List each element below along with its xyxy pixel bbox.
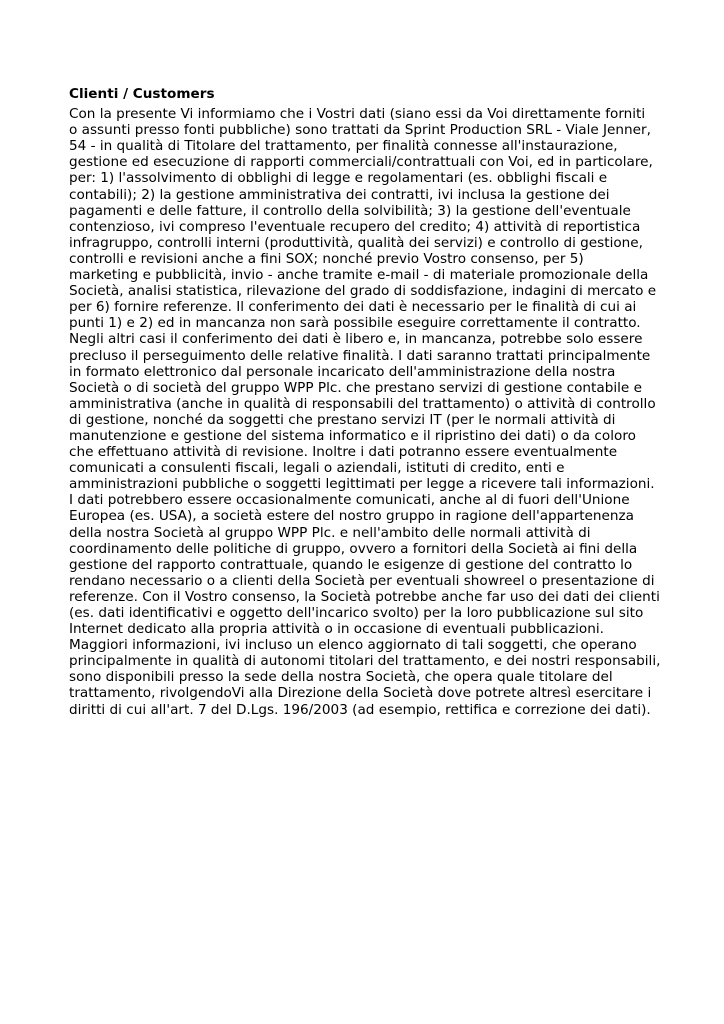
paragraph-line: comunicati a consulenti fiscali, legali o aziendali, istituti di credito, enti e xyxy=(69,460,565,477)
paragraph-line: Società o di società del gruppo WPP Plc. che prestano servizi di gestione contabile e xyxy=(69,379,642,396)
paragraph-line: Con la presente Vi informiamo che i Vostri dati (siano essi da Voi direttamente forniti xyxy=(69,106,646,123)
paragraph-line: marketing e pubblicità, invio - anche tramite e-mail - di materiale promozionale della xyxy=(69,267,649,284)
paragraph-line: controlli e revisioni anche a fini SOX; nonché previo Vostro consenso, per 5) xyxy=(69,250,584,267)
paragraph-line: pagamenti e delle fatture, il controllo della solvibilità; 3) la gestione dell'eventuale xyxy=(69,202,631,219)
section-heading: Clienti / Customers xyxy=(69,86,215,102)
paragraph-line: amministrazioni pubbliche o soggetti legittimati per legge a ricevere tali informazioni. xyxy=(69,476,655,493)
paragraph-line: contenzioso, ivi compreso l'eventuale recupero del credito; 4) attività di reportistica xyxy=(69,218,641,235)
paragraph-line: Maggiori informazioni, ivi incluso un elenco aggiornato di tali soggetti, che operano xyxy=(69,637,637,654)
paragraph-line: coordinamento delle politiche di gruppo, ovvero a fornitori della Società ai fini della xyxy=(69,540,638,557)
paragraph-line: gestione del rapporto contrattuale, quando le esigenze di gestione del contratto lo xyxy=(69,556,633,573)
paragraph-line: che effettuano attività di revisione. Inoltre i dati potranno essere eventualmente xyxy=(69,444,618,461)
paragraph-line: Società, analisi statistica, rilevazione del grado di soddisfazione, indagini di mercato e xyxy=(69,283,657,300)
paragraph-line: Europea (es. USA), a società estere del nostro gruppo in ragione dell'appartenenza xyxy=(69,508,634,525)
document-page xyxy=(69,86,659,718)
paragraph-line: punti 1) e 2) ed in mancanza non sarà possibile eseguire correttamente il contratto. xyxy=(69,315,641,332)
paragraph-line: rendano necessario o a clienti della Società per eventuali showreel o presentazione di xyxy=(69,572,655,589)
paragraph-line: della nostra Società al gruppo WPP Plc. e nell'ambito delle normali attività di xyxy=(69,524,591,541)
paragraph-line: principalmente in qualità di autonomi titolari del trattamento, e dei nostri responsabili, xyxy=(69,653,661,670)
paragraph-line: gestione ed esecuzione di rapporti commerciali/contrattuali con Voi, ed in particolare, xyxy=(69,154,653,171)
paragraph-line: contabili); 2) la gestione amministrativa dei contratti, ivi inclusa la gestione dei xyxy=(69,186,610,203)
paragraph-line: referenze. Con il Vostro consenso, la Società potrebbe anche far uso dei dati dei clienti xyxy=(69,588,660,605)
paragraph-line: Internet dedicato alla propria attività o in occasione di eventuali pubblicazioni. xyxy=(69,621,604,638)
paragraph-line: per 6) fornire referenze. Il conferimento dei dati è necessario per le finalità di cui ai xyxy=(69,299,637,316)
paragraph-line: Negli altri casi il conferimento dei dati è libero e, in mancanza, potrebbe solo essere xyxy=(69,331,643,348)
paragraph-line: 54 - in qualità di Titolare del trattamento, per finalità connesse all'instaurazione, xyxy=(69,138,618,155)
paragraph-line: trattamento, rivolgendoVi alla Direzione della Società dove potrete altresì esercitare i xyxy=(69,685,652,702)
paragraph-line: di gestione, nonché da soggetti che prestano servizi IT (per le normali attività di xyxy=(69,411,616,428)
paragraph-line: in formato elettronico dal personale incaricato dell'amministrazione della nostra xyxy=(69,363,616,380)
paragraph-line: o assunti presso fonti pubbliche) sono trattati da Sprint Production SRL - Viale Jenner, xyxy=(69,122,651,139)
paragraph-line: amministrativa (anche in qualità di responsabili del trattamento) o attività di controllo xyxy=(69,395,656,412)
paragraph-line: I dati potrebbero essere occasionalmente comunicati, anche al di fuori dell'Unione xyxy=(69,492,630,509)
paragraph-line: precluso il perseguimento delle relative finalità. I dati saranno trattati principalmente xyxy=(69,347,651,364)
paragraph-line: per: 1) l'assolvimento di obblighi di legge e regolamentari (es. obblighi fiscali e xyxy=(69,170,608,187)
paragraph-line: infragruppo, controlli interni (produttività, qualità dei servizi) e controllo di gestione, xyxy=(69,234,643,251)
paragraph-line: (es. dati identificativi e oggetto dell'incarico svolto) per la loro pubblicazione sul sito xyxy=(69,605,644,621)
paragraph-line: diritti di cui all'art. 7 del D.Lgs. 196/2003 (ad esempio, rettifica e correzione dei dati). xyxy=(69,701,651,718)
paragraph-line: manutenzione e gestione del sistema informatico e il ripristino dei dati) o da coloro xyxy=(69,427,636,444)
paragraph-line: sono disponibili presso la sede della nostra Società, che opera quale titolare del xyxy=(69,669,613,686)
privacy-notice-paragraph xyxy=(69,106,659,718)
